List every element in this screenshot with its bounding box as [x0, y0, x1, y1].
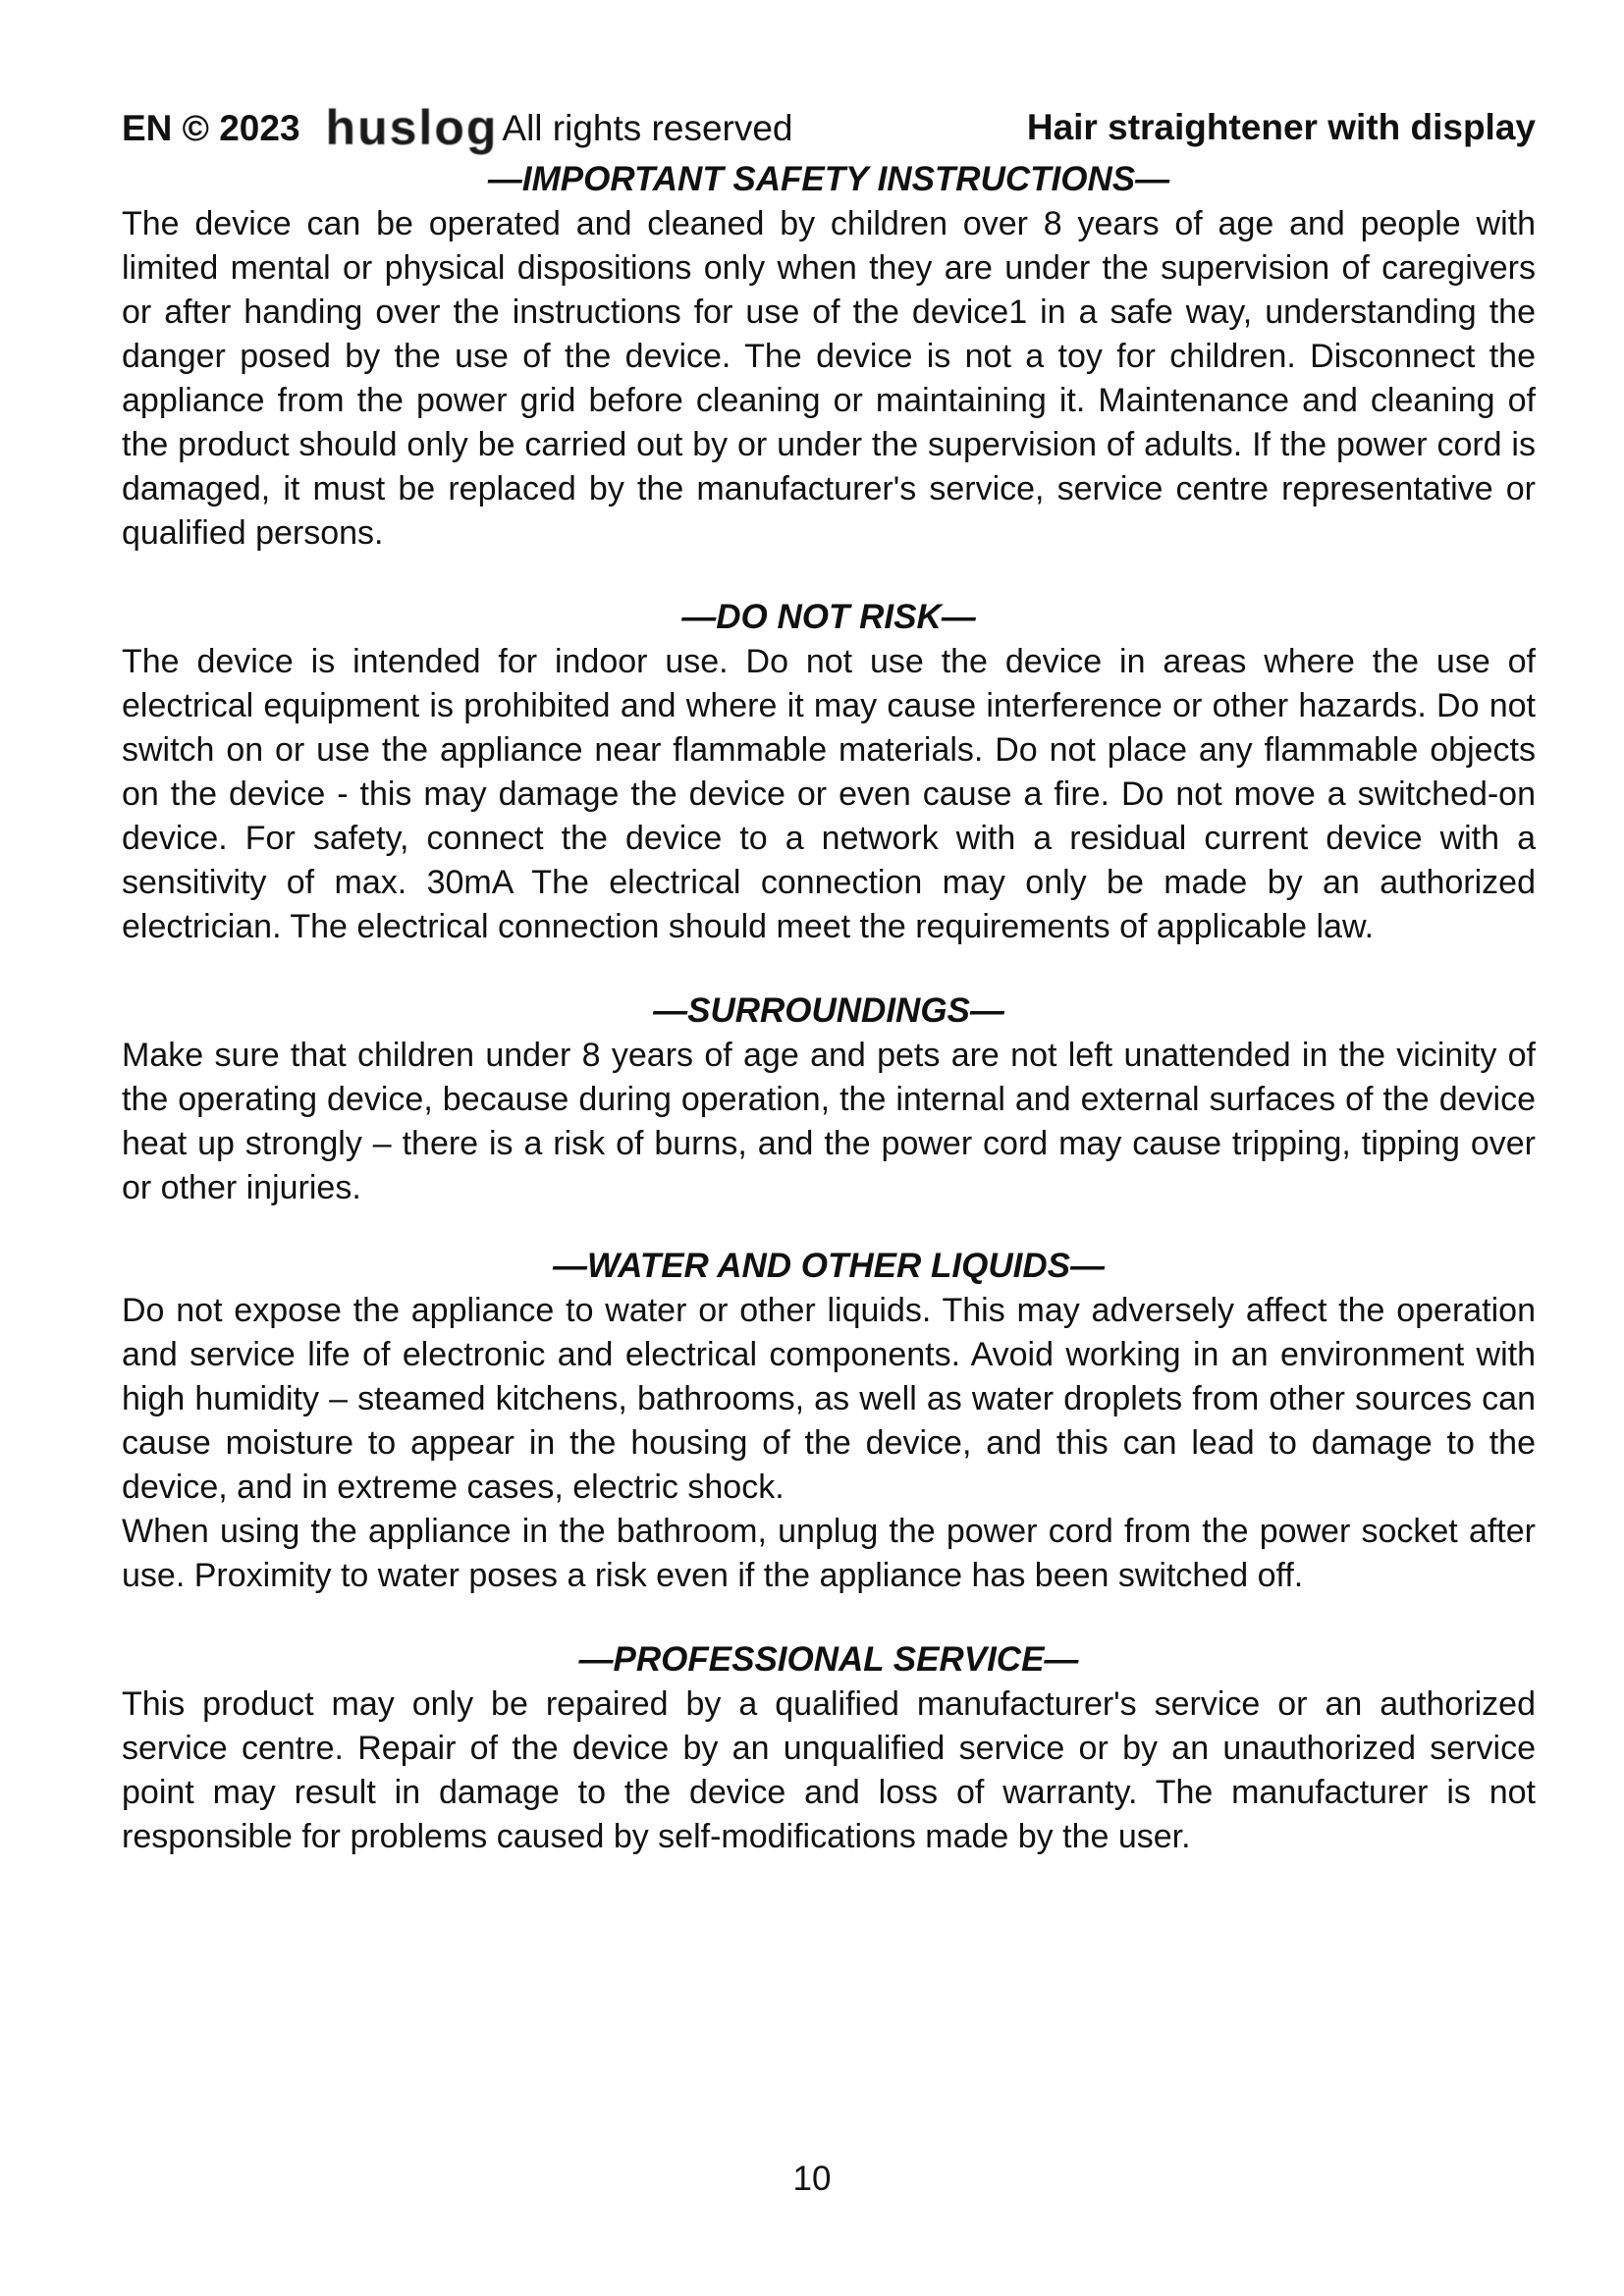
section-title-water: —WATER AND OTHER LIQUIDS—: [553, 1247, 1105, 1285]
section-title-service: —PROFESSIONAL SERVICE—: [578, 1640, 1079, 1679]
header-left: [122, 98, 793, 158]
section-body-do-not-risk: The device is intended for indoor use. Do not use the device in areas where the use of electrical equipment is prohibited and where it may cause interference or other hazards. Do not switch on or use the appliance near flammable materials. Do not place any flammable objects on the device - this may damage the device or even cause a fire. Do not move a switched-on device. For safety, connect the device to a network with a residual current device with a sensitivity of max. 30mA The electrical connection may only be made by an authorized electrician. The electrical connection should meet the requirements of applicable law.: [122, 643, 1536, 945]
section-title-do-not-risk: —DO NOT RISK—: [681, 598, 976, 636]
section-body-safety: The device can be operated and cleaned by children over 8 years of age and people with limited mental or physical dispositions only when they are under the supervision of caregivers or after handing over the instructions for use of the device1 in a safe way, understanding the danger posed by the use of the device. The device is not a toy for children. Disconnect the appliance from the power grid before cleaning or maintaining it. Maintenance and cleaning of the product should only be carried out by or under the supervision of adults. If the power cord is damaged, it must be replaced by the manufacturer's service, service centre representative or qualified persons.: [122, 205, 1536, 552]
page-header: [122, 98, 1536, 157]
document-page: [122, 98, 1536, 1859]
page-number: 10: [792, 2160, 832, 2198]
section-title-surroundings: —SURROUNDINGS—: [653, 991, 1004, 1030]
section-title-safety: —IMPORTANT SAFETY INSTRUCTIONS—: [487, 160, 1170, 198]
product-title: Hair straightener with display: [1026, 107, 1536, 147]
section-body-surroundings: Make sure that children under 8 years of age and pets are not left unattended in the vicinity of the operating device, because during operation, the internal and external surfaces of the device heat up strongly – there is a risk of burns, and the power cord may cause tripping, tipping over or other injuries.: [122, 1037, 1536, 1206]
rights-reserved-text: All rights reserved: [502, 108, 793, 148]
brand-logo: huslog: [325, 100, 499, 155]
section-body-service: This product may only be repaired by a qualified manufacturer's service or an authorized service centre. Repair of the device by an unqualified service or by an unauthorized service point may result in damage to the device and loss of warranty. The manufacturer is not responsible for problems caused by self-modifications made by the user.: [122, 1685, 1536, 1855]
section-body-water-1: Do not expose the appliance to water or other liquids. This may adversely affect the operation and service life of electronic and electrical components. Avoid working in an environment with high humidity – steamed kitchens, bathrooms, as well as water droplets from other sources can cause moisture to appear in the housing of the device, and this can lead to damage to the device, and in extreme cases, electric shock.: [122, 1292, 1536, 1506]
copyright-label: EN © 2023: [122, 108, 300, 148]
section-body-water-2: When using the appliance in the bathroom, unplug the power cord from the power socket after use. Proximity to water poses a risk even if the appliance has been switched off.: [122, 1513, 1536, 1594]
